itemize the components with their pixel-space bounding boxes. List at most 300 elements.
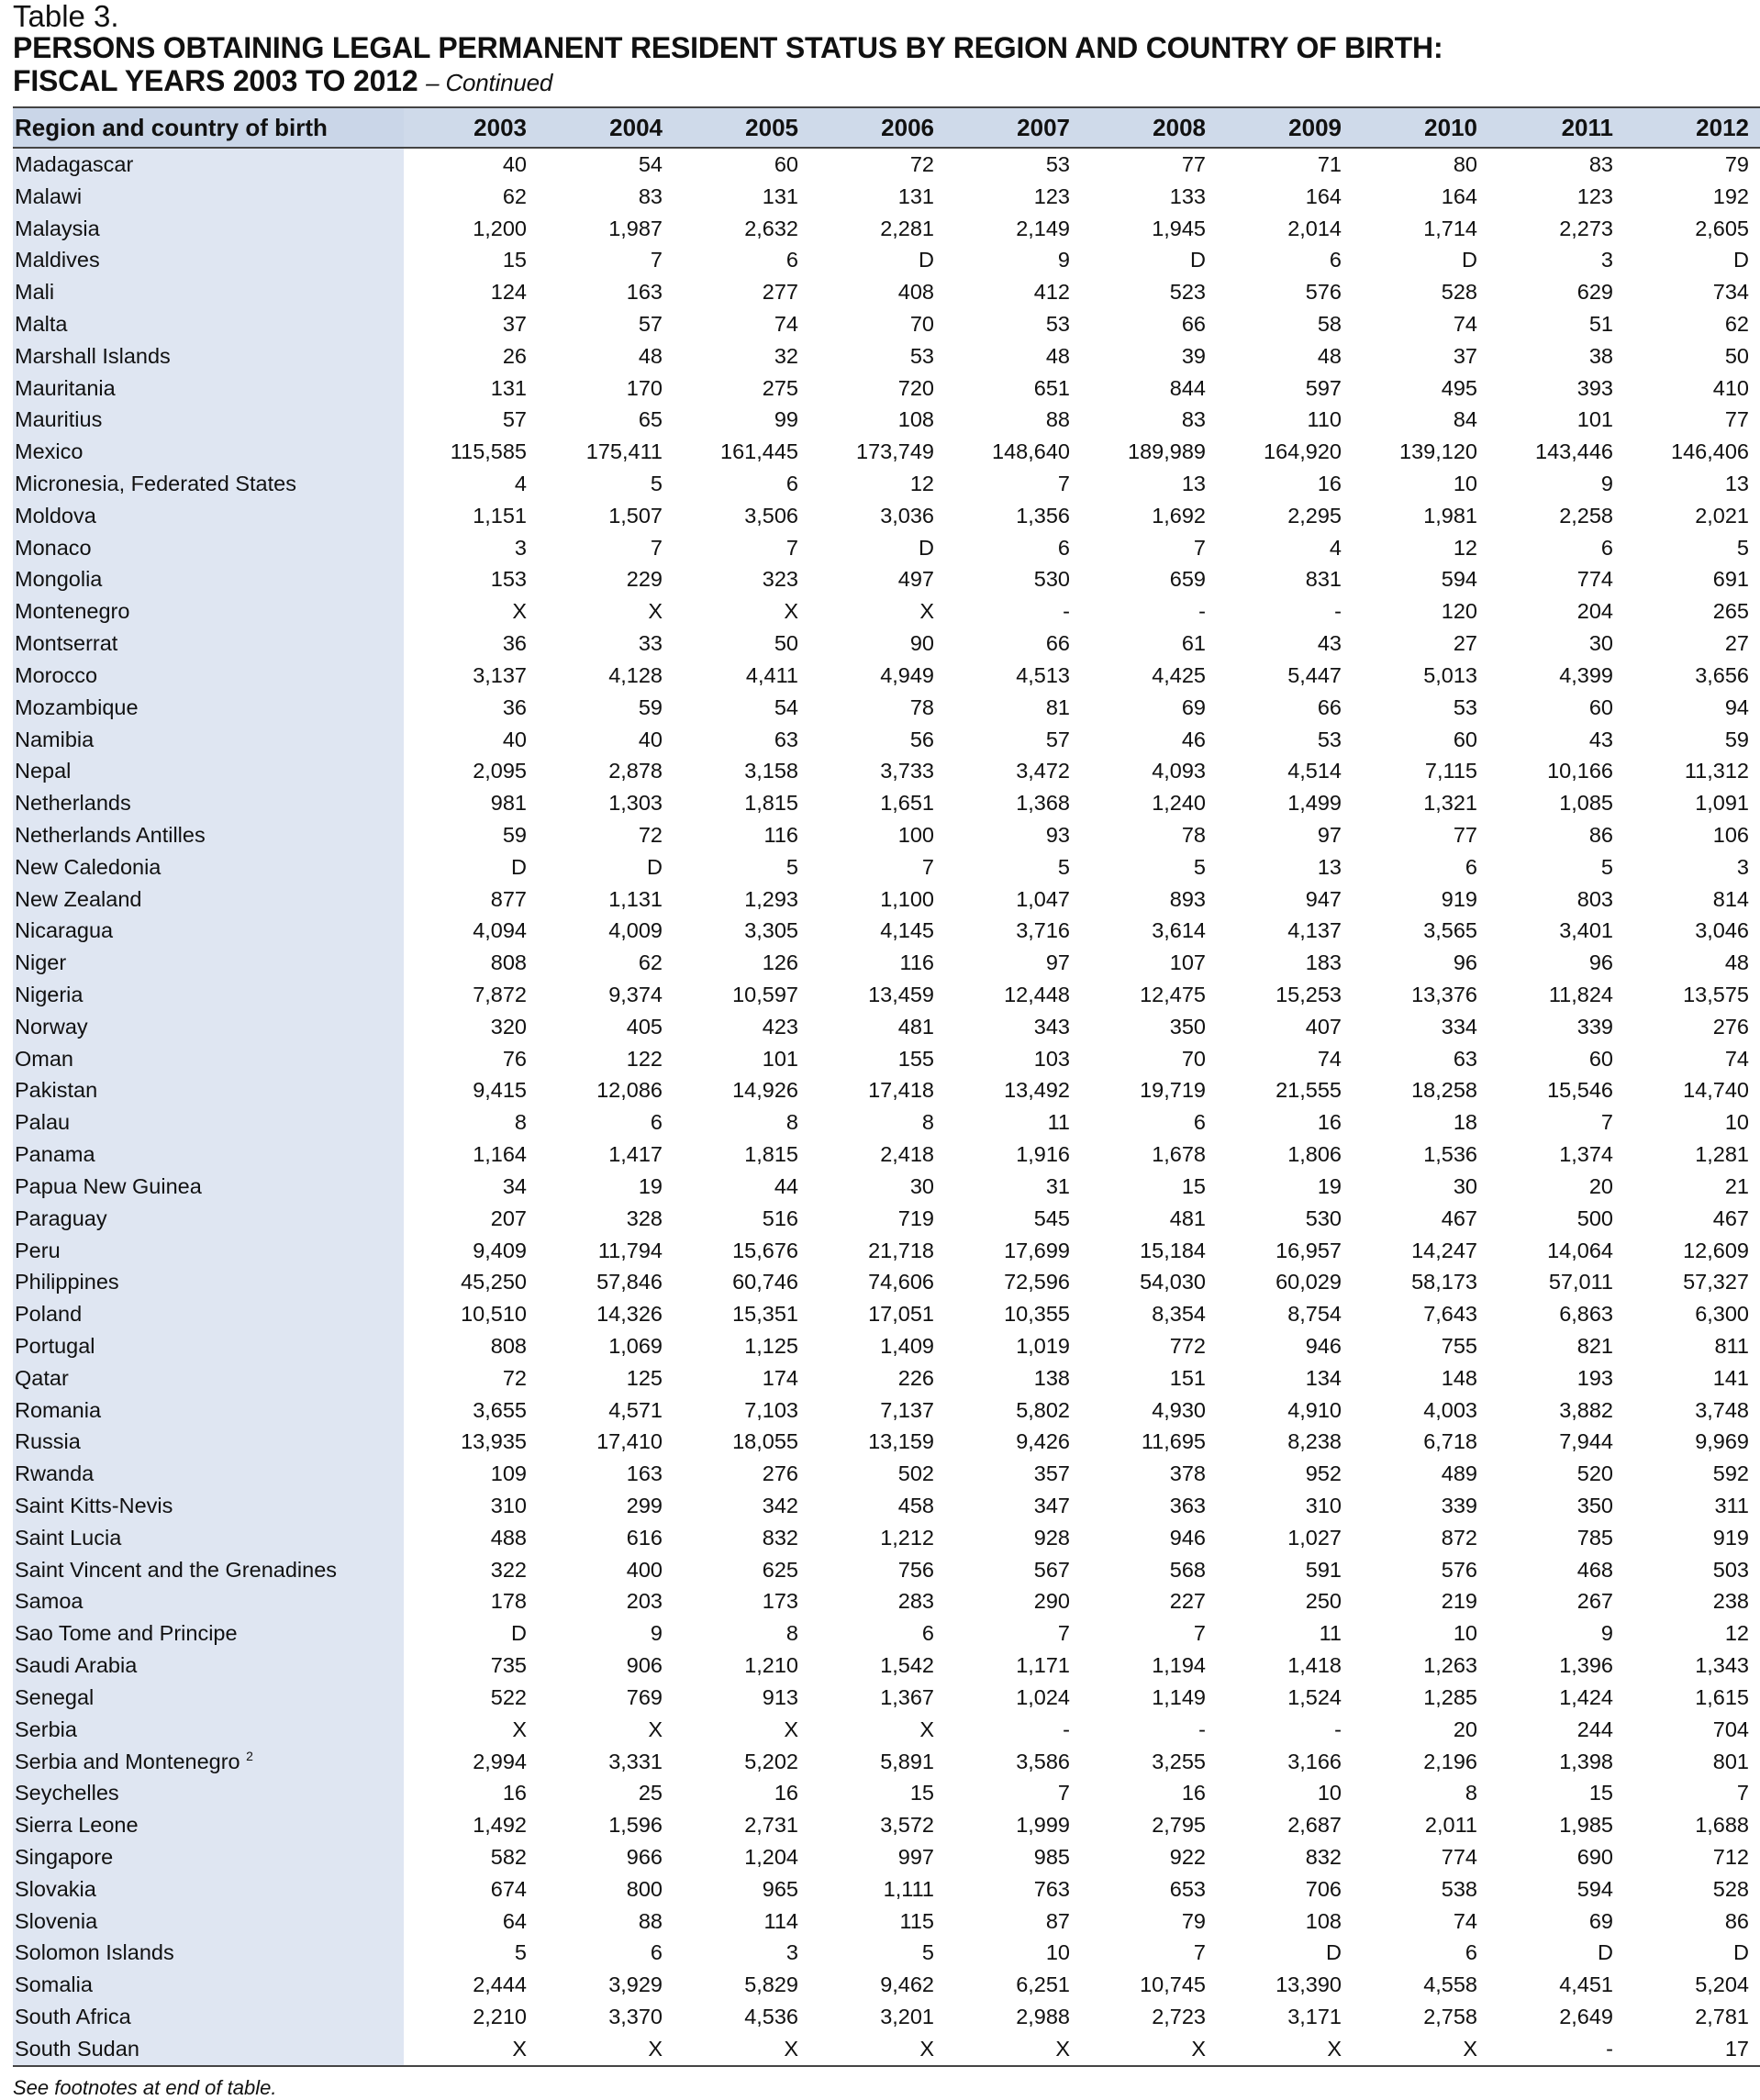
value-cell: 516 [762,1206,798,1230]
value-cell: 4 [1329,535,1342,560]
table-row [13,532,1760,564]
value-cell: 61 [1181,631,1206,656]
value-cell: - [1198,599,1206,624]
value-cell: 123 [1033,183,1070,208]
value-cell: 6 [650,1940,663,1965]
value-cell: 5,204 [1695,1972,1749,1997]
value-cell: 46 [1181,727,1206,751]
value-cell: 12 [1453,535,1477,560]
value-cell: 339 [1441,1494,1477,1518]
value-cell: 4,411 [745,662,798,687]
country-name: Norway [15,1014,88,1039]
value-cell: 10,510 [461,1302,527,1327]
country-name: Nigeria [15,983,84,1007]
value-cell: 7 [1600,1110,1613,1135]
value-cell: 5 [1193,854,1206,879]
value-cell: 530 [1033,567,1070,592]
country-name-cell [13,564,404,596]
value-cell: 832 [1305,1844,1342,1869]
value-cell: 173,749 [856,439,934,464]
country-name-cell [13,500,404,532]
value-cell: 808 [490,1333,527,1358]
value-cell: 946 [1169,1525,1206,1550]
value-cell: 17,418 [868,1078,934,1103]
value-cell: 70 [909,311,934,336]
value-cell: 5 [785,854,798,879]
value-cell: 9,462 [880,1972,934,1997]
value-cell: 155 [897,1046,934,1071]
value-cell: 1,085 [1559,791,1613,816]
table-row [13,1235,1760,1267]
value-cell: 108 [1305,1908,1342,1933]
country-name: Saint Vincent and the Grenadines [15,1557,338,1582]
value-cell: 811 [1714,1333,1749,1358]
value-cell: 72,596 [1004,1270,1070,1294]
value-cell: 276 [1712,1014,1749,1039]
value-cell: 141 [1712,1365,1749,1390]
value-cell: 9 [1600,472,1613,496]
header-cell: 2007 [947,107,1083,148]
value-cell: 122 [626,1046,663,1071]
table-row [13,1075,1760,1107]
country-name-cell [13,1427,404,1459]
country-name: Philippines [15,1270,119,1294]
value-cell: 16 [1181,1781,1206,1806]
value-cell: 9,969 [1695,1429,1749,1454]
value-cell: 21,718 [868,1238,934,1262]
value-cell: 1,164 [473,1142,527,1167]
country-name: Nicaragua [15,918,114,943]
value-cell: 458 [897,1494,934,1518]
value-cell: 134 [1305,1365,1342,1390]
country-name-cell [13,1330,404,1362]
value-cell: 53 [1045,151,1070,176]
value-cell: 115 [899,1908,934,1933]
value-cell: D [919,248,934,272]
value-cell: 10,597 [732,983,798,1007]
value-cell: 1,131 [608,886,663,911]
value-cell: 131 [490,375,527,400]
value-cell: X [1219,2033,1354,2066]
value-cell: 96 [1453,950,1477,975]
value-cell: 86 [1588,822,1613,847]
country-name: Seychelles [15,1781,119,1806]
value-cell: 339 [1576,1014,1613,1039]
table-row [13,276,1760,308]
value-cell: 410 [1712,375,1749,400]
value-cell: 1,027 [1287,1525,1342,1550]
value-cell: 13,492 [1004,1078,1070,1103]
value-cell: 3,733 [880,759,934,783]
value-cell: 15 [1588,1781,1613,1806]
value-cell: 3,158 [744,759,798,783]
value-cell: 151 [1169,1365,1206,1390]
value-cell: 7,944 [1559,1429,1613,1454]
value-cell: 4,558 [1423,1972,1477,1997]
value-cell: 250 [1305,1589,1342,1614]
value-cell: 84 [1453,407,1477,432]
value-cell: 183 [1305,950,1342,975]
value-cell: 77 [1453,822,1477,847]
value-cell: 71 [1317,151,1342,176]
value-cell: 10 [1453,1621,1477,1646]
value-cell: 193 [1576,1365,1613,1390]
value-cell: 2,196 [1423,1749,1477,1773]
value-cell: 20 [1588,1173,1613,1198]
value-cell: 1,417 [608,1142,663,1167]
value-cell: D [1326,1940,1342,1965]
value-cell: 146,406 [1671,439,1749,464]
value-cell: 78 [1181,822,1206,847]
country-name: Paraguay [15,1206,107,1230]
value-cell: 582 [490,1844,527,1869]
value-cell: 7,137 [880,1397,934,1422]
value-cell: X [919,599,934,624]
table-row [13,468,1760,500]
value-cell: 803 [1576,886,1613,911]
value-cell: 161,445 [720,439,798,464]
value-cell: 16,957 [1275,1238,1342,1262]
value-cell: 10 [1453,472,1477,496]
value-cell: 54 [774,694,798,719]
value-cell: 1,171 [1016,1653,1070,1678]
value-cell: X [648,599,663,624]
value-cell: 712 [1712,1844,1749,1869]
country-name: Slovenia [15,1908,98,1933]
value-cell: X [648,1717,663,1741]
value-cell: 17,699 [1004,1238,1070,1262]
value-cell: 60,029 [1275,1270,1342,1294]
value-cell: 62 [638,950,663,975]
value-cell: 467 [1441,1206,1477,1230]
country-name-cell [13,1777,404,1809]
value-cell: 357 [1033,1461,1070,1486]
value-cell: 591 [1305,1557,1342,1582]
country-name-cell [13,2033,404,2066]
country-name-cell [13,916,404,948]
value-cell: 9 [1600,1621,1613,1646]
value-cell: 704 [1712,1717,1749,1741]
value-cell: 19,719 [1140,1078,1206,1103]
value-cell: 4,003 [1423,1397,1477,1422]
value-cell: 80 [1453,151,1477,176]
value-cell: 1,815 [744,1142,798,1167]
country-name: Madagascar [15,151,134,176]
value-cell: 347 [1033,1494,1070,1518]
value-cell: 163 [626,1461,663,1486]
value-cell: 62 [502,183,527,208]
value-cell: 1,356 [1016,503,1070,528]
value-cell: 322 [490,1557,527,1582]
value-cell: 893 [1169,886,1206,911]
table-row [13,1427,1760,1459]
table-row [13,883,1760,916]
value-cell: 821 [1576,1333,1613,1358]
value-cell: - [1063,599,1070,624]
value-cell: 528 [1712,1876,1749,1901]
value-cell: 576 [1441,1557,1477,1582]
value-cell: 48 [1045,343,1070,368]
table-row [13,1106,1760,1139]
value-cell: 60,746 [732,1270,798,1294]
table-row [13,1203,1760,1235]
value-cell: 13,376 [1411,983,1477,1007]
value-cell: 16 [774,1781,798,1806]
country-name-cell [13,532,404,564]
value-cell: 63 [1453,1046,1477,1071]
country-name: Marshall Islands [15,343,171,368]
value-cell: 15,253 [1275,983,1342,1007]
value-cell: 625 [762,1557,798,1582]
value-cell: - [1334,1717,1342,1741]
value-cell: 96 [1588,950,1613,975]
value-cell: 3,046 [1695,918,1749,943]
value-cell: 7,103 [744,1397,798,1422]
value-cell: 3,472 [1016,759,1070,783]
country-name-cell [13,724,404,756]
value-cell: 488 [490,1525,527,1550]
value-cell: 800 [626,1876,663,1901]
country-name: Panama [15,1142,95,1167]
country-name-cell [13,1650,404,1682]
value-cell: 8,754 [1287,1302,1342,1327]
table-row [13,1906,1760,1938]
value-cell: 946 [1305,1333,1342,1358]
value-cell: 4,451 [1559,1972,1613,1997]
value-cell: 14,326 [596,1302,663,1327]
value-cell: 16 [1317,1110,1342,1135]
value-cell: 5,447 [1287,662,1342,687]
value-cell: 27 [1453,631,1477,656]
country-name: Maldives [15,248,100,272]
value-cell: 2,649 [1559,2005,1613,2029]
table-row [13,1298,1760,1330]
value-cell: 5 [1600,854,1613,879]
country-name-cell [13,1298,404,1330]
value-cell: 706 [1305,1876,1342,1901]
table-row [13,2033,1760,2066]
value-cell: - [1063,1717,1070,1741]
value-cell: 4,571 [608,1397,663,1422]
value-cell: 9,426 [1016,1429,1070,1454]
country-name: Netherlands [15,791,131,816]
value-cell: D [1190,248,1206,272]
value-cell: 1,536 [1423,1142,1477,1167]
table-label: Table 3. [13,0,119,33]
country-name: Moldova [15,503,96,528]
value-cell: 74 [1453,1908,1477,1933]
value-cell: 70 [1181,1046,1206,1071]
value-cell: X [512,1717,527,1741]
value-cell: 1,424 [1559,1684,1613,1709]
value-cell: 832 [762,1525,798,1550]
value-cell: 11 [1047,1110,1070,1135]
value-cell: 952 [1305,1461,1342,1486]
value-cell: 567 [1033,1557,1070,1582]
table-row [13,372,1760,405]
country-name-cell [13,1938,404,1970]
value-cell: 500 [1576,1206,1613,1230]
country-name: Mauritius [15,407,103,432]
value-cell: 120 [1441,599,1477,624]
value-cell: 651 [1033,375,1070,400]
value-cell: 126 [762,950,798,975]
table-row [13,340,1760,372]
footnote: See footnotes at end of table. [13,2076,277,2099]
country-name: Pakistan [15,1078,98,1103]
value-cell: 2,021 [1695,503,1749,528]
value-cell: 37 [502,311,527,336]
value-cell: 299 [626,1494,663,1518]
value-cell: 107 [1169,950,1206,975]
value-cell: 1,981 [1423,503,1477,528]
value-cell: 985 [1033,1844,1070,1869]
value-cell: 57 [502,407,527,432]
value-cell: 15,184 [1140,1238,1206,1262]
value-cell: 54 [638,151,663,176]
value-cell: 7,115 [1424,759,1477,783]
value-cell: 4,910 [1287,1397,1342,1422]
table-row [13,628,1760,660]
value-cell: 81 [1045,694,1070,719]
table-row [13,724,1760,756]
value-cell: 189,989 [1128,439,1206,464]
value-cell: 1,367 [880,1684,934,1709]
value-cell: 1,194 [1152,1653,1206,1678]
value-cell: 1,999 [1016,1813,1070,1838]
value-cell: 14,740 [1683,1078,1749,1103]
value-cell: 174 [762,1365,798,1390]
value-cell: 88 [638,1908,663,1933]
value-cell: 4,536 [744,2005,798,2029]
value-cell: 4,145 [880,918,934,943]
value-cell: 1,111 [883,1876,934,1901]
value-cell: 928 [1033,1525,1070,1550]
value-cell: 1,151 [473,503,527,528]
value-cell: 343 [1033,1014,1070,1039]
value-cell: 110 [1307,407,1342,432]
value-cell: 277 [762,280,798,305]
value-cell: 1,204 [744,1844,798,1869]
value-cell: 981 [490,791,527,816]
value-cell: 100 [897,822,934,847]
value-cell: 653 [1169,1876,1206,1901]
value-cell: 90 [909,631,934,656]
header-cell: 2012 [1626,107,1760,148]
country-name-cell [13,1554,404,1586]
value-cell: 8 [785,1621,798,1646]
value-cell: 8 [785,1110,798,1135]
value-cell: 148 [1441,1365,1477,1390]
value-cell: 58,173 [1411,1270,1477,1294]
value-cell: 79 [1181,1908,1206,1933]
value-cell: 2,444 [473,1972,527,1997]
title-line-2 [13,64,1756,99]
table-row [13,1617,1760,1650]
value-cell: 219 [1441,1589,1477,1614]
table-row [13,1330,1760,1362]
value-cell: 30 [1453,1173,1477,1198]
value-cell: D [919,535,934,560]
value-cell: 6 [921,1621,934,1646]
value-cell: 4,137 [1287,918,1342,943]
value-cell: 79 [1724,151,1749,176]
value-cell: 1,368 [1016,791,1070,816]
value-cell: 6 [1329,248,1342,272]
value-cell: 7 [921,854,934,879]
value-cell: 756 [897,1557,934,1582]
value-cell: X [811,2033,947,2066]
value-cell: 3,305 [744,918,798,943]
country-name-cell [13,787,404,819]
value-cell: 133 [1169,183,1206,208]
value-cell: 3,655 [473,1397,527,1422]
value-cell: 2,095 [473,759,527,783]
value-cell: 2,632 [744,216,798,240]
country-name-cell [13,979,404,1011]
table-row [13,755,1760,787]
table-row [13,2001,1760,2033]
value-cell: 5 [514,1940,527,1965]
value-cell: 3,506 [744,503,798,528]
country-name: Malaysia [15,216,100,240]
value-cell: 25 [638,1781,663,1806]
value-cell: 530 [1305,1206,1342,1230]
value-cell: 2,781 [1695,2005,1749,2029]
country-name: Mongolia [15,567,103,592]
value-cell: 14,064 [1547,1238,1613,1262]
country-name: Malawi [15,183,83,208]
title-line-2-text: FISCAL YEARS 2003 TO 2012 [13,64,418,97]
value-cell: 12,086 [596,1078,663,1103]
page [13,0,1756,2099]
header-row [13,107,1760,148]
country-name-cell [13,883,404,916]
value-cell: 48 [638,343,663,368]
value-cell: 3,656 [1695,662,1749,687]
table-row [13,787,1760,819]
value-cell: 12 [909,472,934,496]
value-cell: 3,882 [1559,1397,1613,1422]
value-cell: 99 [774,407,798,432]
value-cell: 2,795 [1152,1813,1206,1838]
value-cell: 109 [490,1461,527,1486]
header-cell: 2005 [675,107,811,148]
table-row [13,1586,1760,1618]
value-cell: 48 [1724,950,1749,975]
country-name-cell [13,1906,404,1938]
country-name: Peru [15,1238,61,1262]
table-row [13,851,1760,883]
value-cell: 72 [502,1365,527,1390]
value-cell: 45,250 [461,1270,527,1294]
value-cell: 320 [490,1014,527,1039]
value-cell: 4,093 [1152,759,1206,783]
value-cell: 44 [774,1173,798,1198]
value-cell: 65 [638,407,663,432]
value-cell: 10 [1317,1781,1342,1806]
country-name-cell [13,468,404,500]
value-cell: 13,575 [1683,983,1749,1007]
value-cell: 59 [638,694,663,719]
value-cell: 74 [1453,311,1477,336]
value-cell: 913 [762,1684,798,1709]
value-cell: 497 [897,567,934,592]
value-cell: 2,273 [1559,216,1613,240]
value-cell: 74 [774,311,798,336]
value-cell: 1,281 [1695,1142,1749,1167]
country-name-cell [13,1617,404,1650]
